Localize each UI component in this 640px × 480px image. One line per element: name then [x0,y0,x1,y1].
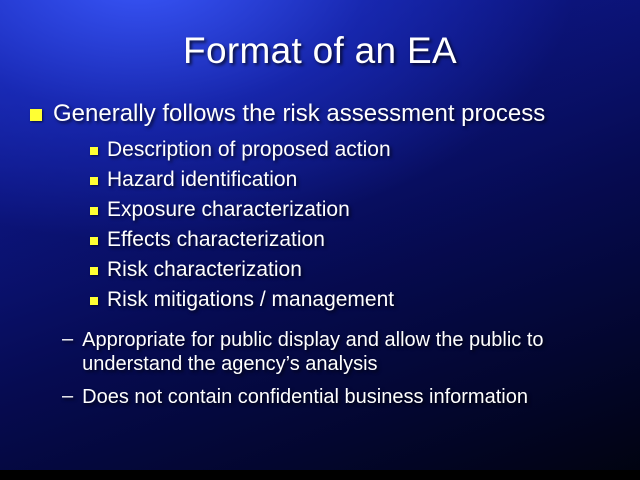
slide-body [0,100,640,413]
bullet-level3-label: Does not contain confidential business information [82,385,528,408]
bullet-level2-label: Hazard identification [107,168,298,191]
small-square-bullet-icon [90,237,98,245]
bullet-level2-label: Risk mitigations / management [107,288,395,311]
bullet-level2-item [90,258,640,282]
bullet-level2-label: Risk characterization [107,258,302,281]
small-square-bullet-icon [90,207,98,215]
bullet-level2-item [90,288,640,312]
slide-title: Format of an EA [183,30,457,71]
bullet-level2-item [90,198,640,222]
square-bullet-icon [30,109,42,121]
small-square-bullet-icon [90,267,98,275]
bullet-level2-label: Description of proposed action [107,138,391,161]
bullet-level2-item [90,138,640,162]
bullet-level1-label: Generally follows the risk assessment process [53,100,546,127]
dash-bullet-icon: – [62,384,74,407]
bullet-level1-item [30,100,640,128]
bullet-level3-item [62,328,640,377]
small-square-bullet-icon [90,147,98,155]
bullet-level3-item [62,385,640,409]
bullet-level2-item [90,168,640,192]
dash-bullet-icon: – [62,328,74,350]
spacer [0,318,640,328]
bullet-level2-label: Effects characterization [107,228,325,251]
small-square-bullet-icon [90,297,98,305]
small-square-bullet-icon [90,177,98,185]
bullet-level3-label: Appropriate for public display and allow the public to understand the agency’s analysis [82,329,544,376]
bullet-level2-label: Exposure characterization [107,198,350,221]
bullet-level2-item [90,228,640,252]
